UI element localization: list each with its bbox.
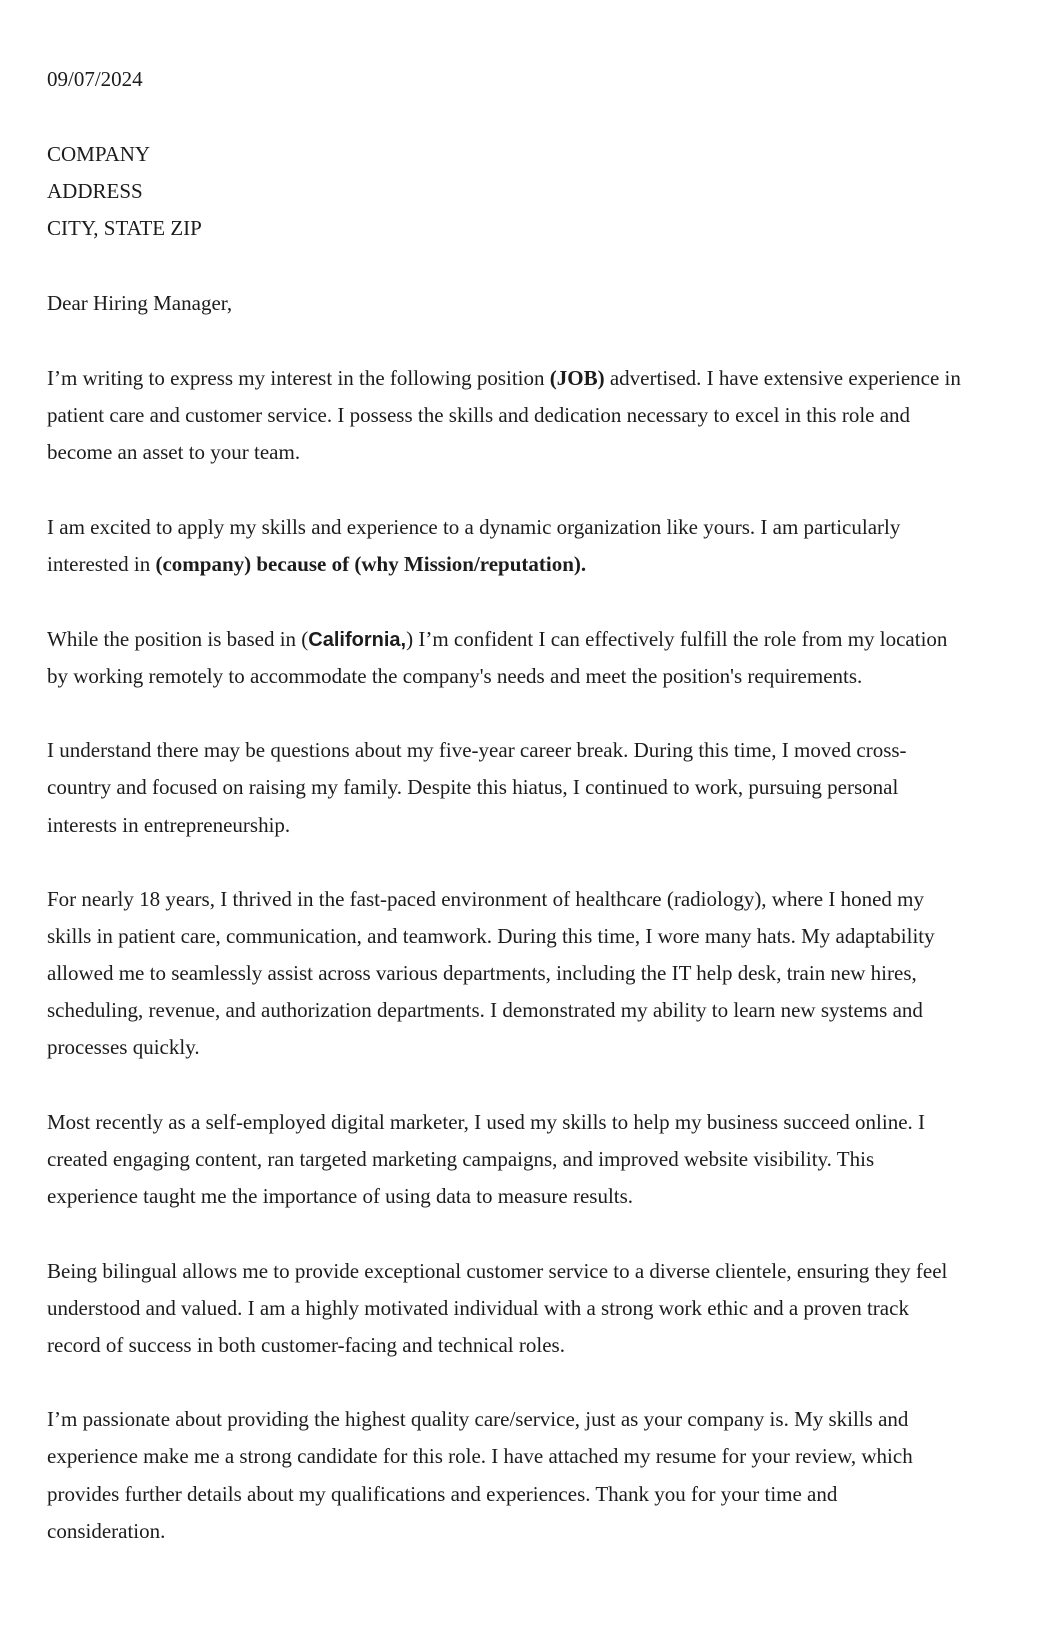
paragraph-5-line-2: skills in patient care, communication, and teamwork. During this time, I wore many hats. My adaptability: [47, 924, 935, 948]
paragraph-6-line-2: created engaging content, ran targeted marketing campaigns, and improved website visibility. This: [47, 1147, 875, 1171]
paragraph-8-line-3: provides further details about my qualifications and experiences. Thank you for your time and: [47, 1482, 838, 1506]
paragraph-4-line-3: interests in entrepreneurship.: [47, 813, 291, 837]
recipient-city-state-zip: CITY, STATE ZIP: [47, 216, 202, 240]
salutation: Dear Hiring Manager,: [47, 291, 233, 315]
recipient-company: COMPANY: [47, 142, 151, 166]
paragraph-7-line-3: record of success in both customer-facing and technical roles.: [47, 1333, 565, 1357]
company-reason-placeholder: (company) because of (why Mission/reputation).: [155, 552, 587, 576]
paragraph-5-line-4: scheduling, revenue, and authorization departments. I demonstrated my ability to learn new systems and: [47, 998, 923, 1022]
paragraph-1-line-1: [47, 359, 961, 398]
paragraph-5-line-3: allowed me to seamlessly assist across various departments, including the IT help desk, train new hires,: [47, 961, 917, 985]
paragraph-2-line-1: I am excited to apply my skills and experience to a dynamic organization like yours. I am particularly: [47, 515, 901, 539]
paragraph-8-line-1: I’m passionate about providing the highest quality care/service, just as your company is. My skills and: [47, 1407, 909, 1431]
paragraph-3-line-2: by working remotely to accommodate the company's needs and meet the position's requirements.: [47, 664, 863, 688]
text-run: While the position is based in (: [47, 627, 309, 651]
paragraph-6-line-1: Most recently as a self-employed digital marketer, I used my skills to help my business succeed online. I: [47, 1110, 926, 1134]
recipient-address: ADDRESS: [47, 179, 143, 203]
paragraph-4-line-1: I understand there may be questions about my five-year career break. During this time, I moved cross-: [47, 738, 907, 762]
text-run: ) I’m confident I can effectively fulfill the role from my location: [406, 627, 948, 651]
paragraph-4-line-2: country and focused on raising my family. Despite this hiatus, I continued to work, pursuing personal: [47, 775, 899, 799]
text-run: advertised. I have extensive experience in: [604, 366, 961, 390]
text-run: I’m writing to express my interest in the following position: [47, 366, 550, 390]
text-run: interested in: [47, 552, 156, 576]
paragraph-3-line-1: [47, 620, 947, 660]
paragraph-8-line-2: experience make me a strong candidate for this role. I have attached my resume for your review, which: [47, 1444, 913, 1468]
paragraph-7-line-1: Being bilingual allows me to provide exceptional customer service to a diverse clientele, ensuring they feel: [47, 1259, 948, 1283]
paragraph-1-line-3: become an asset to your team.: [47, 440, 301, 464]
paragraph-7-line-2: understood and valued. I am a highly motivated individual with a strong work ethic and a proven track: [47, 1296, 909, 1320]
paragraph-5-line-1: For nearly 18 years, I thrived in the fast-paced environment of healthcare (radiology), where I honed my: [47, 887, 925, 911]
letter-date: 09/07/2024: [47, 67, 143, 91]
paragraph-6-line-3: experience taught me the importance of using data to measure results.: [47, 1184, 634, 1208]
paragraph-5-line-5: processes quickly.: [47, 1035, 200, 1059]
paragraph-2-line-2: [47, 545, 586, 584]
job-placeholder: (JOB): [549, 366, 605, 390]
paragraph-8-line-4: consideration.: [47, 1519, 166, 1543]
location-placeholder: California,: [308, 629, 407, 651]
paragraph-1-line-2: patient care and customer service. I possess the skills and dedication necessary to excel in this role and: [47, 403, 911, 427]
